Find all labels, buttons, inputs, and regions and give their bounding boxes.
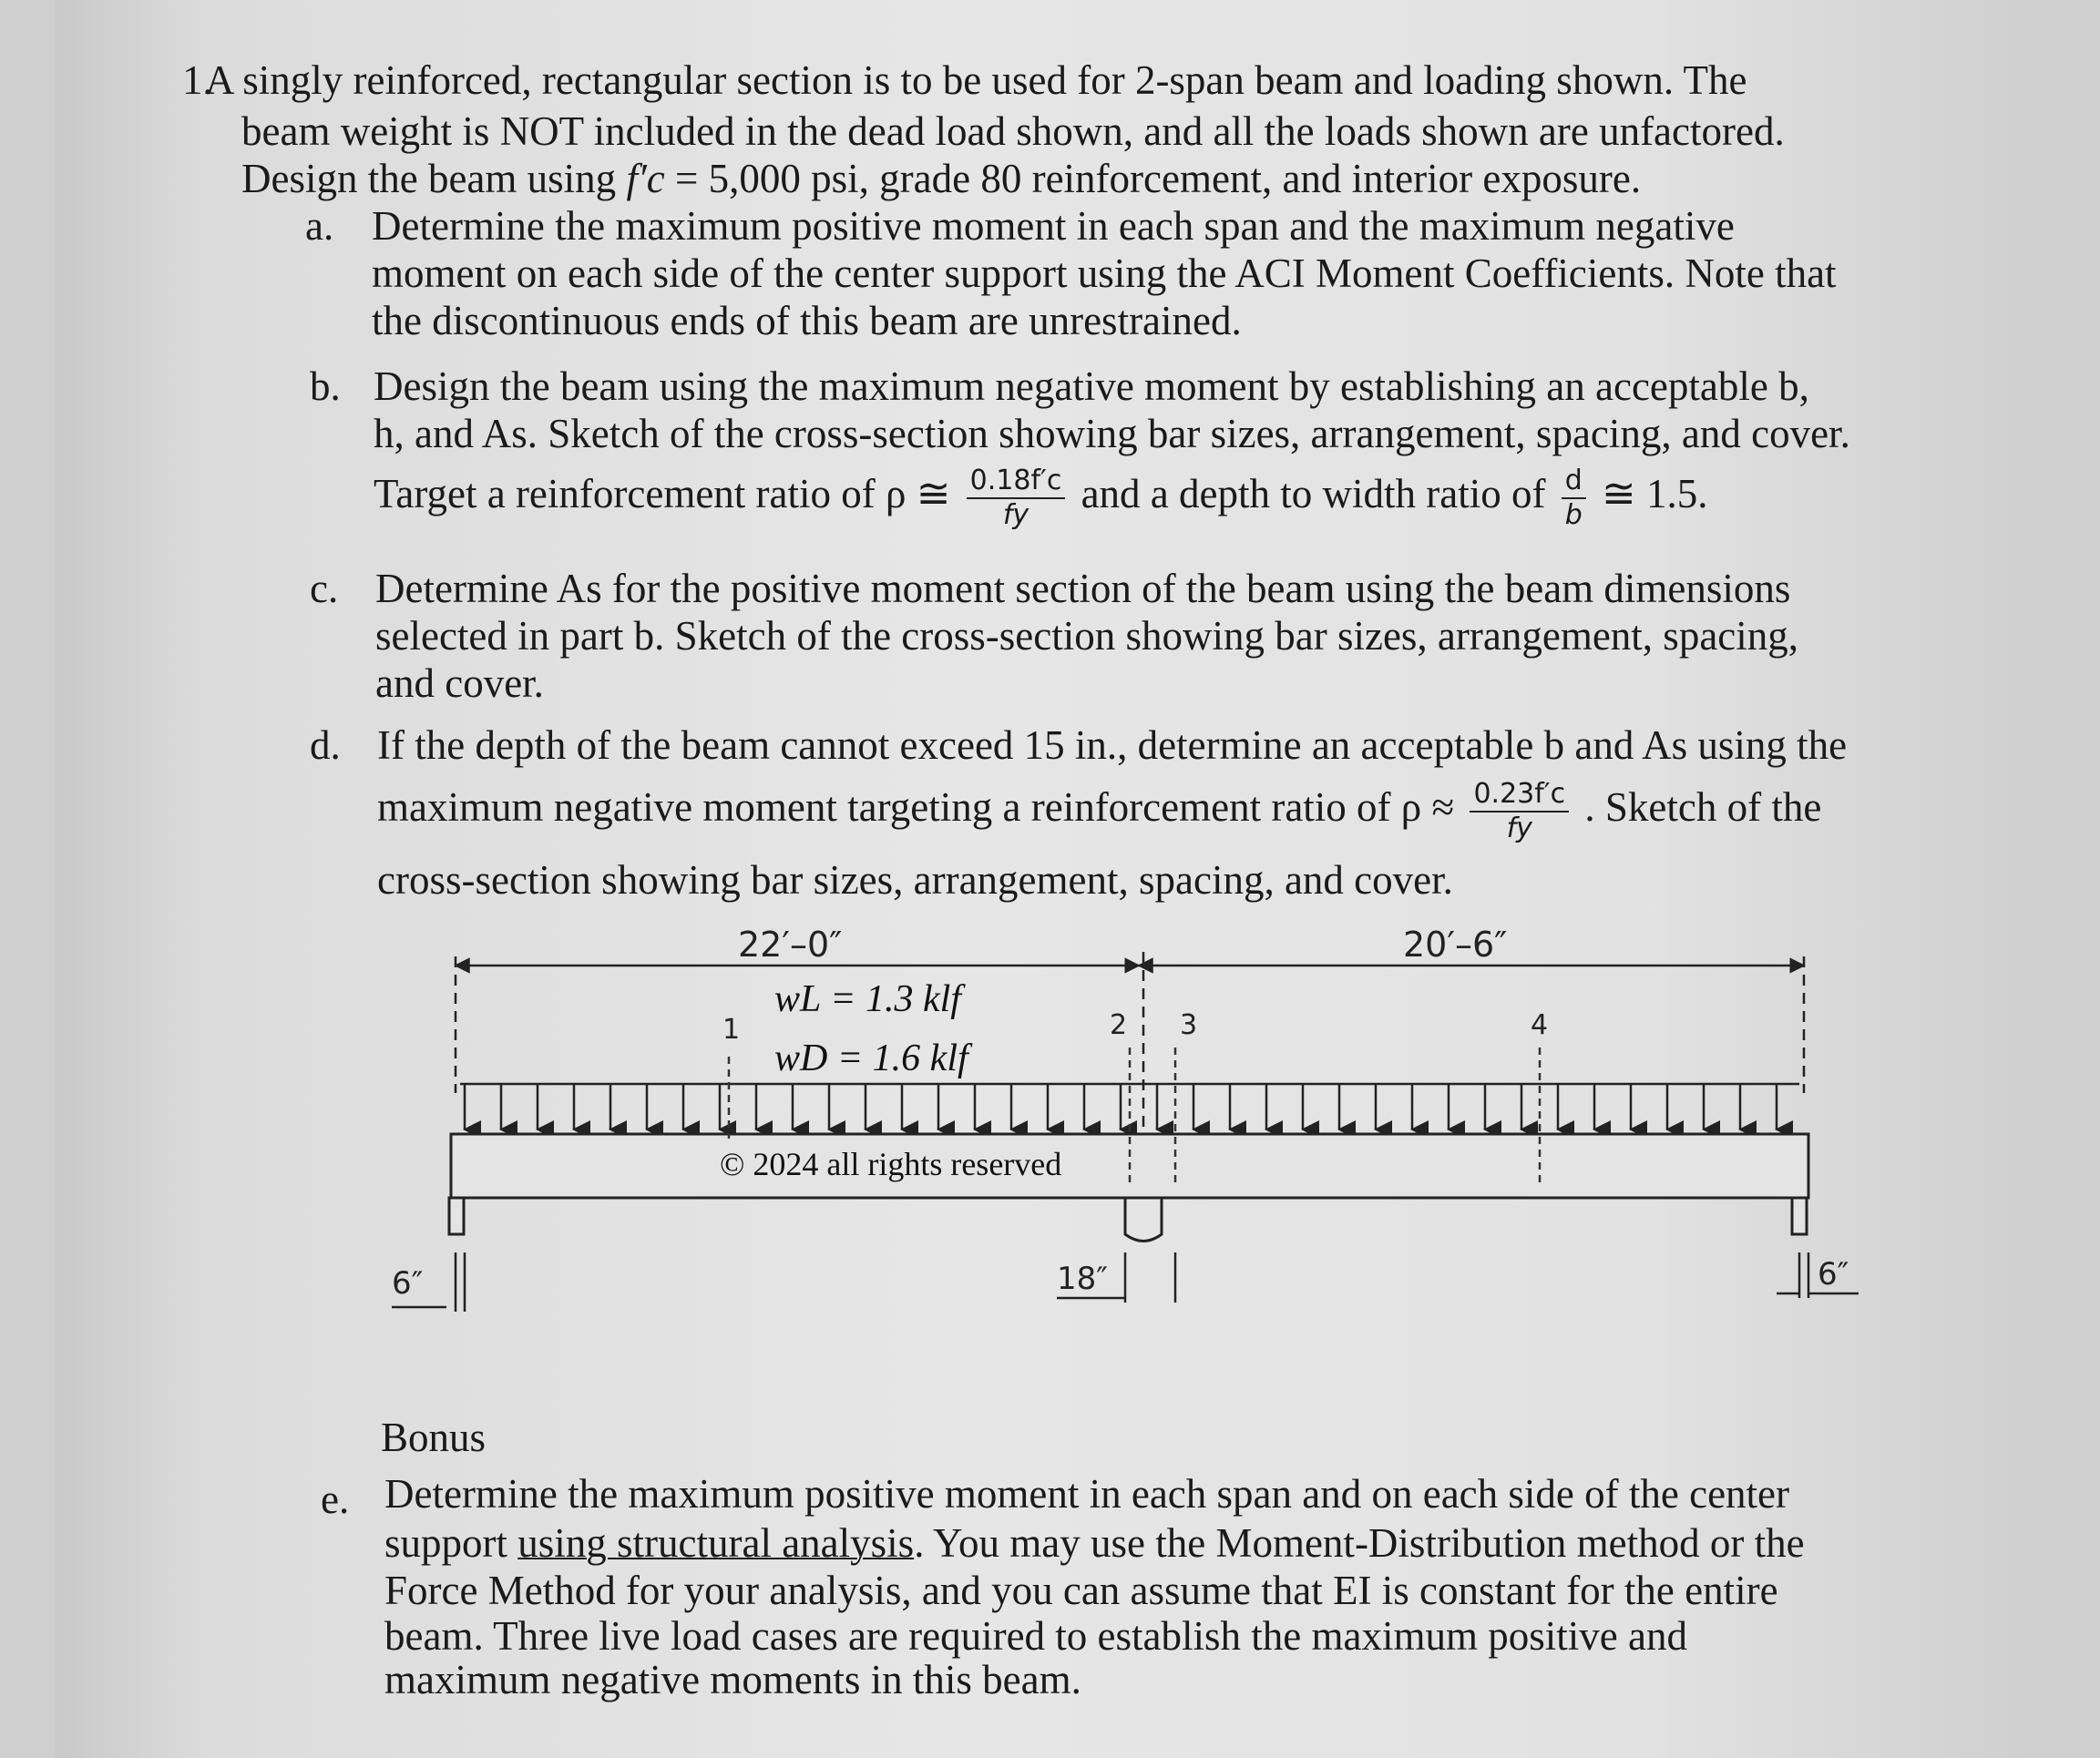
section-label-3: 3	[1180, 1009, 1198, 1041]
rho-d-denominator: fy	[1506, 812, 1532, 844]
part-d-line-2a: maximum negative moment targeting a reinforcement ratio of ρ ≈	[377, 784, 1455, 830]
part-e-line-1: Determine the maximum positive moment in each span and on each side of the center	[384, 1471, 1789, 1517]
part-e-label: e.	[321, 1477, 350, 1522]
rho-d-numerator: 0.23f′c	[1470, 778, 1569, 813]
part-b-line-2: h, and As. Sketch of the cross-section showing bar sizes, arrangement, spacing, and cover.	[374, 411, 1850, 456]
section-label-2: 2	[1110, 1009, 1128, 1041]
part-b-line-3c: ≅ 1.5.	[1602, 471, 1708, 516]
part-e-line-3: Force Method for your analysis, and you can assume that EI is constant for the entire	[384, 1568, 1778, 1613]
section-label-1: 1	[722, 1014, 741, 1046]
part-e-line-5: maximum negative moments in this beam.	[384, 1657, 1081, 1702]
live-load-label: wL = 1.3 klf	[774, 978, 961, 1020]
part-c-label: c.	[310, 566, 339, 611]
center-support	[1125, 1198, 1162, 1242]
copyright-text: © 2024 all rights reserved	[720, 1146, 1062, 1182]
part-c-line-2: selected in part b. Sketch of the cross-section showing bar sizes, arrangement, spacing,	[375, 613, 1799, 659]
intro-line-2: beam weight is NOT included in the dead load shown, and all the loads shown are unfactored.	[241, 108, 1785, 154]
dead-load-label: wD = 1.6 klf	[774, 1037, 968, 1079]
intro-line-3b: = 5,000 psi, grade 80 reinforcement, and interior exposure.	[675, 156, 1642, 201]
part-b-label: b.	[310, 363, 341, 409]
right-support	[1792, 1198, 1807, 1234]
intro-line-3a: Design the beam using	[241, 156, 617, 201]
part-a-label: a.	[305, 203, 334, 249]
ratio-numerator: d	[1562, 465, 1586, 499]
left-support-width: 6″	[392, 1265, 424, 1302]
right-support-width: 6″	[1818, 1256, 1849, 1293]
problem-number: 1.	[182, 57, 213, 103]
rho-b-numerator: 0.18f′c	[967, 465, 1066, 499]
part-d-line-3: cross-section showing bar sizes, arrangement, spacing, and cover.	[377, 857, 1453, 903]
part-b-line-3a: Target a reinforcement ratio of ρ ≅	[374, 471, 951, 516]
section-label-4: 4	[1531, 1009, 1549, 1041]
ratio-denominator: b	[1564, 498, 1583, 531]
part-d-line-2b: . Sketch of the	[1584, 784, 1822, 830]
center-support-width: 18″	[1057, 1261, 1108, 1297]
part-e-line-2c: . You may use the Moment-Distribution method or the	[914, 1520, 1805, 1566]
span-1-label: 22′–0″	[738, 925, 843, 965]
fc-symbol: f′c	[626, 156, 665, 201]
part-c-line-3: and cover.	[375, 660, 544, 706]
part-a-line-1: Determine the maximum positive moment in each span and the maximum negative	[372, 203, 1735, 249]
intro-line-1: A singly reinforced, rectangular section is to be used for 2-span beam and loading shown. The	[205, 57, 1747, 103]
part-a-line-3: the discontinuous ends of this beam are unrestrained.	[372, 298, 1242, 343]
part-b-line-3b: and a depth to width ratio of	[1081, 471, 1546, 516]
span-2-label: 20′–6″	[1403, 925, 1508, 965]
left-support	[449, 1198, 464, 1234]
part-a-line-2: moment on each side of the center support using the ACI Moment Coefficients. Note that	[372, 250, 1837, 296]
part-d-label: d.	[310, 722, 341, 768]
bonus-heading: Bonus	[381, 1415, 487, 1460]
part-c-line-1: Determine As for the positive moment section of the beam using the beam dimensions	[375, 566, 1791, 611]
part-e-line-2	[384, 1519, 1805, 1567]
support-dimensions	[392, 1252, 1859, 1312]
part-e-line-2a: support	[384, 1520, 507, 1566]
structural-analysis-emphasis: using structural analysis	[517, 1520, 915, 1566]
part-b-line-1: Design the beam using the maximum negative moment by establishing an acceptable b,	[374, 363, 1809, 409]
part-e-line-4: beam. Three live load cases are required to establish the maximum positive and	[384, 1613, 1687, 1659]
rho-b-denominator: fy	[1002, 498, 1030, 531]
part-d-line-1: If the depth of the beam cannot exceed 15 in., determine an acceptable b and As using the	[377, 722, 1848, 768]
